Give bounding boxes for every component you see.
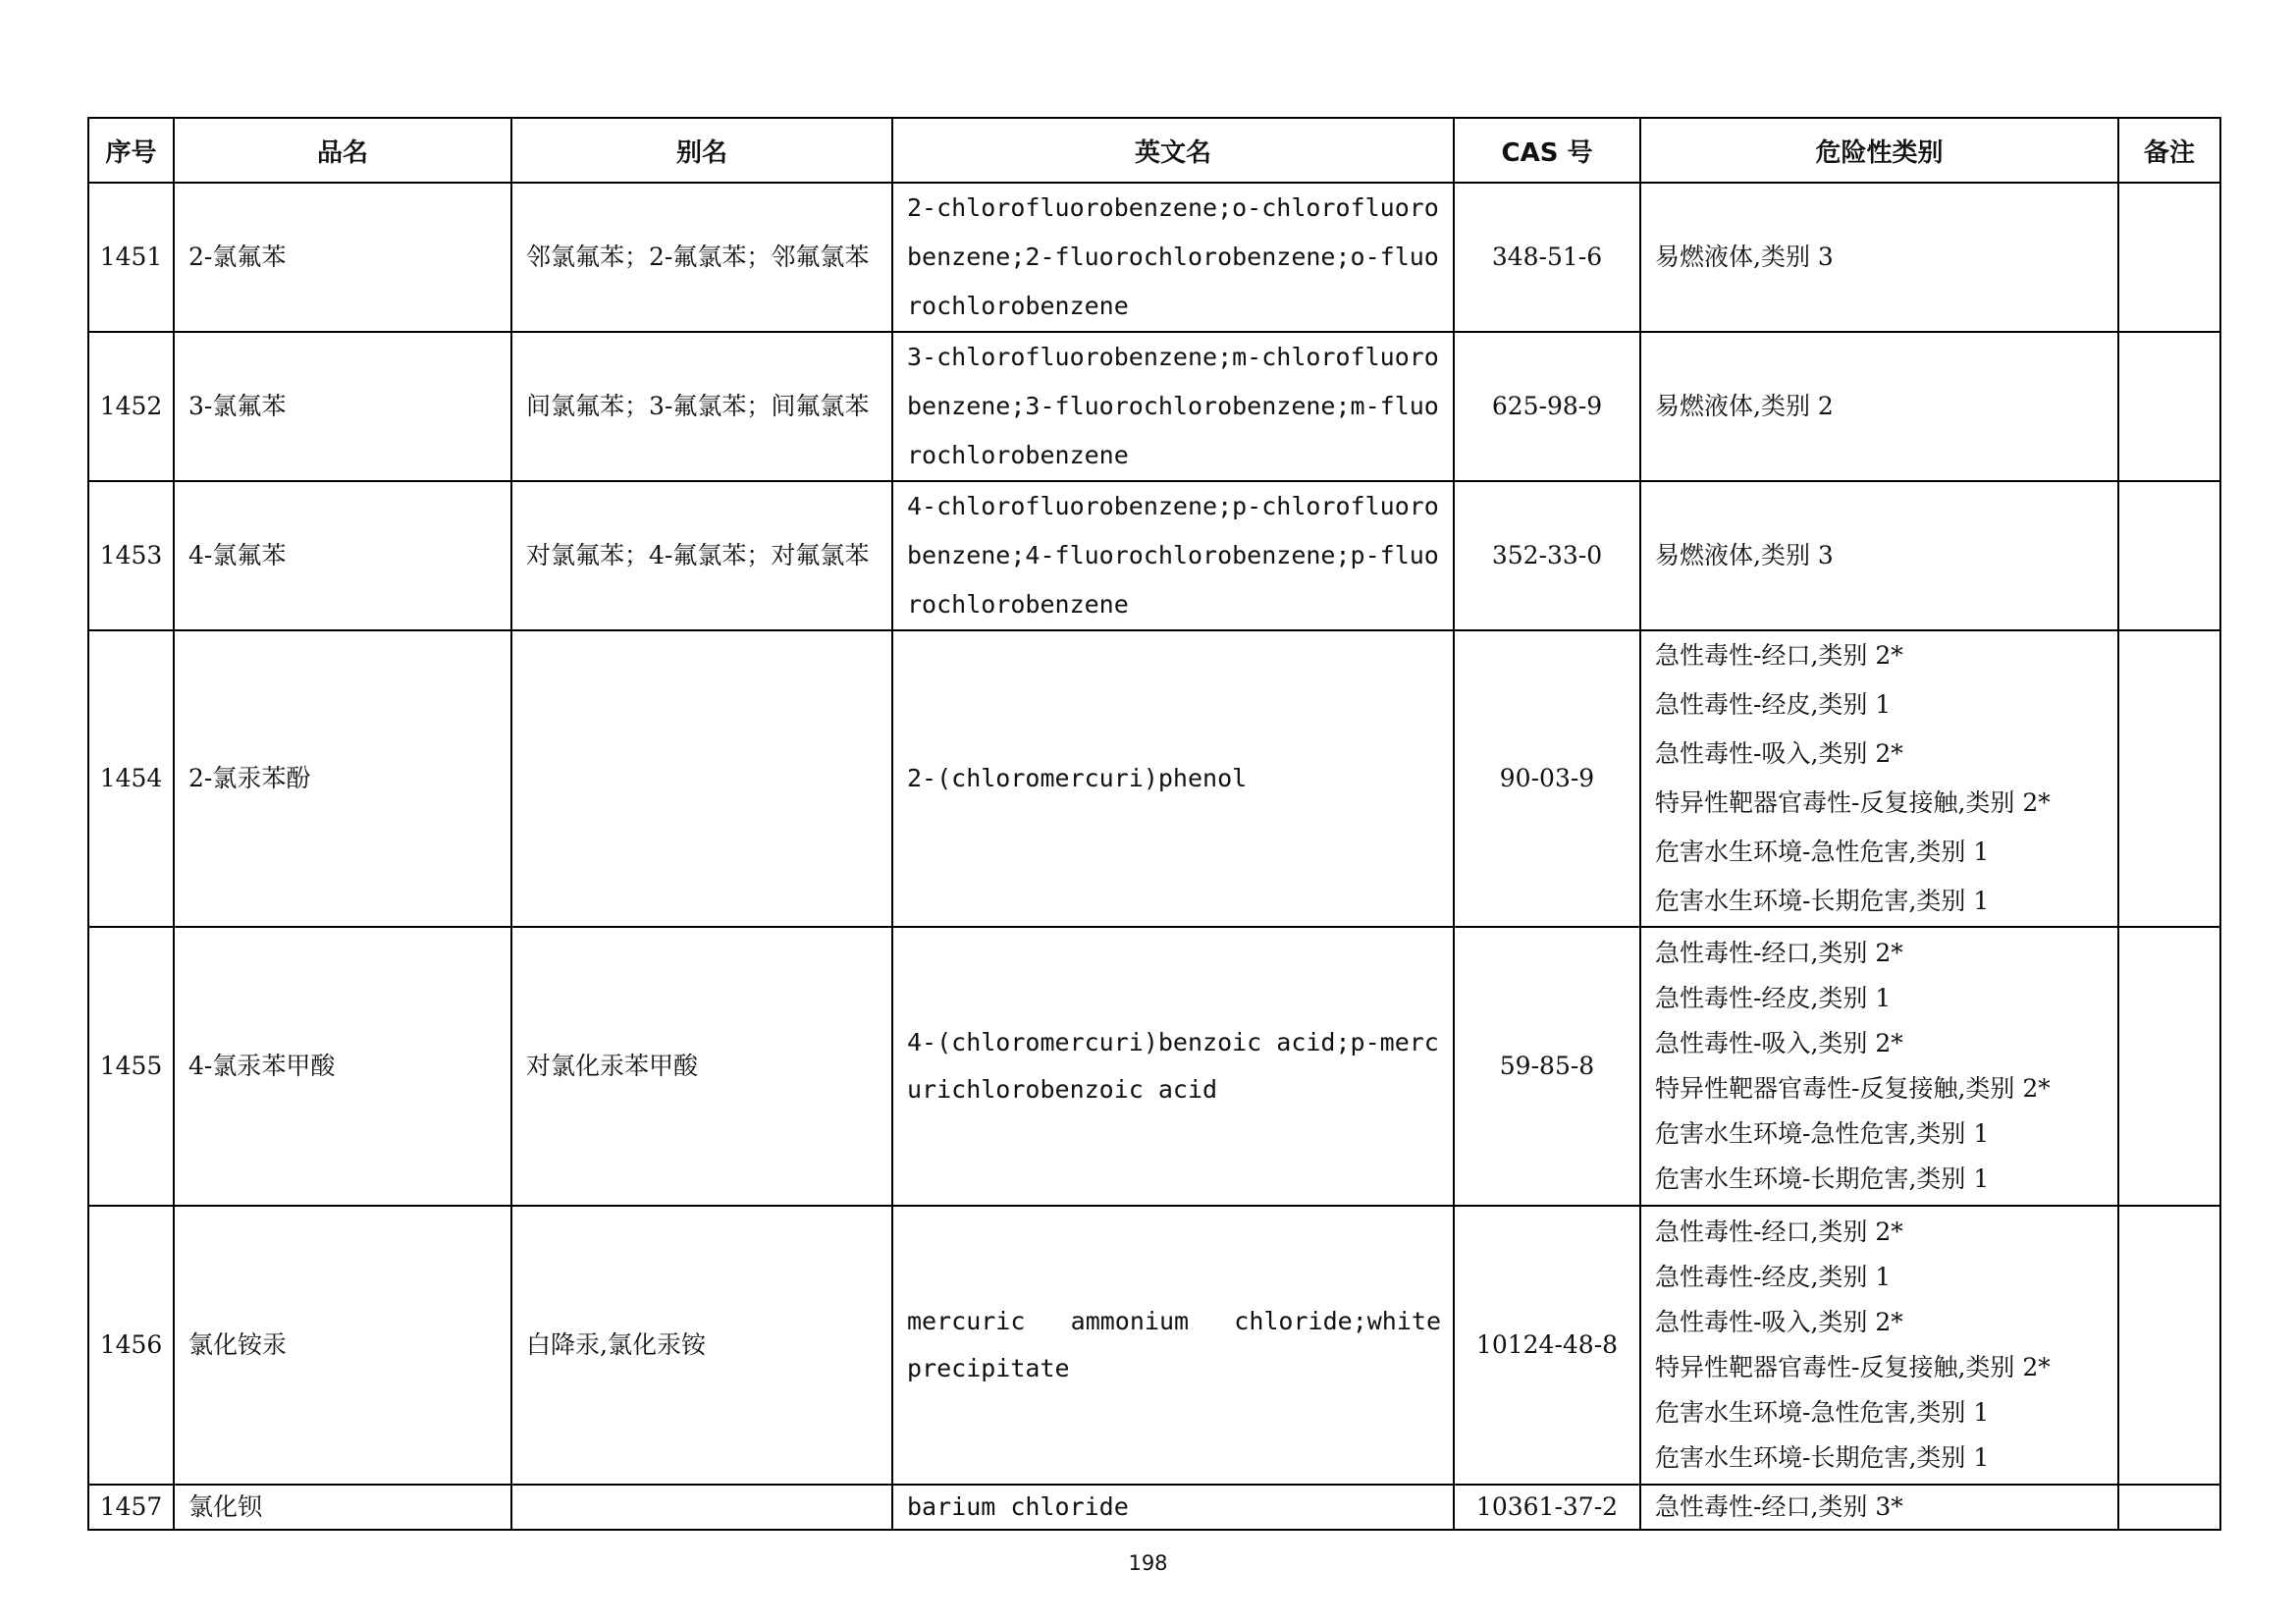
cell-english-name: 4-(chloromercuri)benzoic acid;p-mercurichlorobenzoic acid <box>892 927 1454 1206</box>
cell-hazard <box>1640 1206 2118 1485</box>
cell-alias: 白降汞,氯化汞铵 <box>511 1206 892 1485</box>
table-row <box>88 1485 2220 1530</box>
header-remark: 备注 <box>2118 118 2220 183</box>
cell-cas: 625-98-9 <box>1454 332 1640 481</box>
cell-no: 1452 <box>88 332 174 481</box>
hazard-line: 危害水生环境-急性危害,类别 1 <box>1655 1119 1990 1148</box>
header-name: 品名 <box>174 118 511 183</box>
cell-remark <box>2118 927 2220 1206</box>
table-row <box>88 481 2220 630</box>
cell-cas: 10361-37-2 <box>1454 1485 1640 1530</box>
cell-remark <box>2118 630 2220 927</box>
cell-english-name: 2-(chloromercuri)phenol <box>892 630 1454 927</box>
cell-hazard <box>1640 630 2118 927</box>
cell-alias <box>511 630 892 927</box>
cell-remark <box>2118 481 2220 630</box>
cell-cas: 10124-48-8 <box>1454 1206 1640 1485</box>
cell-no: 1453 <box>88 481 174 630</box>
cell-name: 氯化钡 <box>174 1485 511 1530</box>
hazard-line: 危害水生环境-长期危害,类别 1 <box>1655 1164 1990 1193</box>
cell-remark <box>2118 1206 2220 1485</box>
header-english-name: 英文名 <box>892 118 1454 183</box>
header-alias: 别名 <box>511 118 892 183</box>
hazard-line: 特异性靶器官毒性-反复接触,类别 2* <box>1655 788 2051 817</box>
table-row <box>88 332 2220 481</box>
cell-hazard <box>1640 183 2118 332</box>
cell-cas: 348-51-6 <box>1454 183 1640 332</box>
hazard-line: 易燃液体,类别 3 <box>1655 243 1834 271</box>
cell-remark <box>2118 1485 2220 1530</box>
hazard-line: 急性毒性-经口,类别 2* <box>1655 641 1903 670</box>
hazard-line: 危害水生环境-急性危害,类别 1 <box>1655 1398 1990 1427</box>
cell-hazard <box>1640 481 2118 630</box>
hazard-line: 急性毒性-吸入,类别 2* <box>1655 1029 1903 1057</box>
hazard-line: 易燃液体,类别 2 <box>1655 392 1834 420</box>
hazard-line: 急性毒性-经皮,类别 1 <box>1655 984 1892 1012</box>
cell-english-name: 2-chlorofluorobenzene;o-chlorofluorobenzene;2-fluorochlorobenzene;o-fluorochlorobenzene <box>892 183 1454 332</box>
header-cas: CAS 号 <box>1454 118 1640 183</box>
cell-english-name: 4-chlorofluorobenzene;p-chlorofluorobenzene;4-fluorochlorobenzene;p-fluorochlorobenzene <box>892 481 1454 630</box>
hazard-line: 急性毒性-经口,类别 2* <box>1655 939 1903 967</box>
cell-hazard <box>1640 927 2118 1206</box>
cell-name: 氯化铵汞 <box>174 1206 511 1485</box>
hazard-line: 急性毒性-经口,类别 2* <box>1655 1218 1903 1246</box>
cell-english-name: mercuric ammonium chloride;white precipitate <box>892 1206 1454 1485</box>
cell-alias: 间氯氟苯；3-氟氯苯；间氟氯苯 <box>511 332 892 481</box>
table-row <box>88 183 2220 332</box>
hazard-line: 特异性靶器官毒性-反复接触,类别 2* <box>1655 1074 2051 1103</box>
cell-cas: 59-85-8 <box>1454 927 1640 1206</box>
header-no: 序号 <box>88 118 174 183</box>
cell-no: 1451 <box>88 183 174 332</box>
hazard-line: 危害水生环境-急性危害,类别 1 <box>1655 838 1990 866</box>
cell-alias: 对氯氟苯；4-氟氯苯；对氟氯苯 <box>511 481 892 630</box>
cell-name: 4-氯氟苯 <box>174 481 511 630</box>
cell-name: 4-氯汞苯甲酸 <box>174 927 511 1206</box>
hazard-line: 特异性靶器官毒性-反复接触,类别 2* <box>1655 1353 2051 1381</box>
cell-alias: 邻氯氟苯；2-氟氯苯；邻氟氯苯 <box>511 183 892 332</box>
table-row <box>88 927 2220 1206</box>
cell-no: 1454 <box>88 630 174 927</box>
table-header-row <box>88 118 2220 183</box>
hazard-line: 急性毒性-经皮,类别 1 <box>1655 690 1892 719</box>
cell-name: 2-氯汞苯酚 <box>174 630 511 927</box>
table-row <box>88 1206 2220 1485</box>
cell-alias: 对氯化汞苯甲酸 <box>511 927 892 1206</box>
cell-english-name: barium chloride <box>892 1485 1454 1530</box>
chemical-catalog-table <box>87 117 2221 1531</box>
cell-name: 3-氯氟苯 <box>174 332 511 481</box>
cell-hazard <box>1640 332 2118 481</box>
cell-cas: 90-03-9 <box>1454 630 1640 927</box>
cell-no: 1456 <box>88 1206 174 1485</box>
header-hazard-category: 危险性类别 <box>1640 118 2118 183</box>
hazard-line: 急性毒性-经口,类别 3* <box>1655 1492 1903 1521</box>
hazard-line: 危害水生环境-长期危害,类别 1 <box>1655 1443 1990 1472</box>
cell-alias <box>511 1485 892 1530</box>
hazard-line: 急性毒性-吸入,类别 2* <box>1655 739 1903 768</box>
hazard-line: 易燃液体,类别 3 <box>1655 541 1834 569</box>
hazard-line: 急性毒性-吸入,类别 2* <box>1655 1308 1903 1336</box>
cell-no: 1457 <box>88 1485 174 1530</box>
table-row <box>88 630 2220 927</box>
cell-remark <box>2118 183 2220 332</box>
cell-cas: 352-33-0 <box>1454 481 1640 630</box>
cell-no: 1455 <box>88 927 174 1206</box>
cell-name: 2-氯氟苯 <box>174 183 511 332</box>
page-number: 198 <box>1128 1551 1168 1575</box>
cell-hazard <box>1640 1485 2118 1530</box>
hazard-line: 急性毒性-经皮,类别 1 <box>1655 1263 1892 1291</box>
cell-english-name: 3-chlorofluorobenzene;m-chlorofluorobenzene;3-fluorochlorobenzene;m-fluorochlorobenzene <box>892 332 1454 481</box>
hazard-line: 危害水生环境-长期危害,类别 1 <box>1655 887 1990 915</box>
cell-remark <box>2118 332 2220 481</box>
